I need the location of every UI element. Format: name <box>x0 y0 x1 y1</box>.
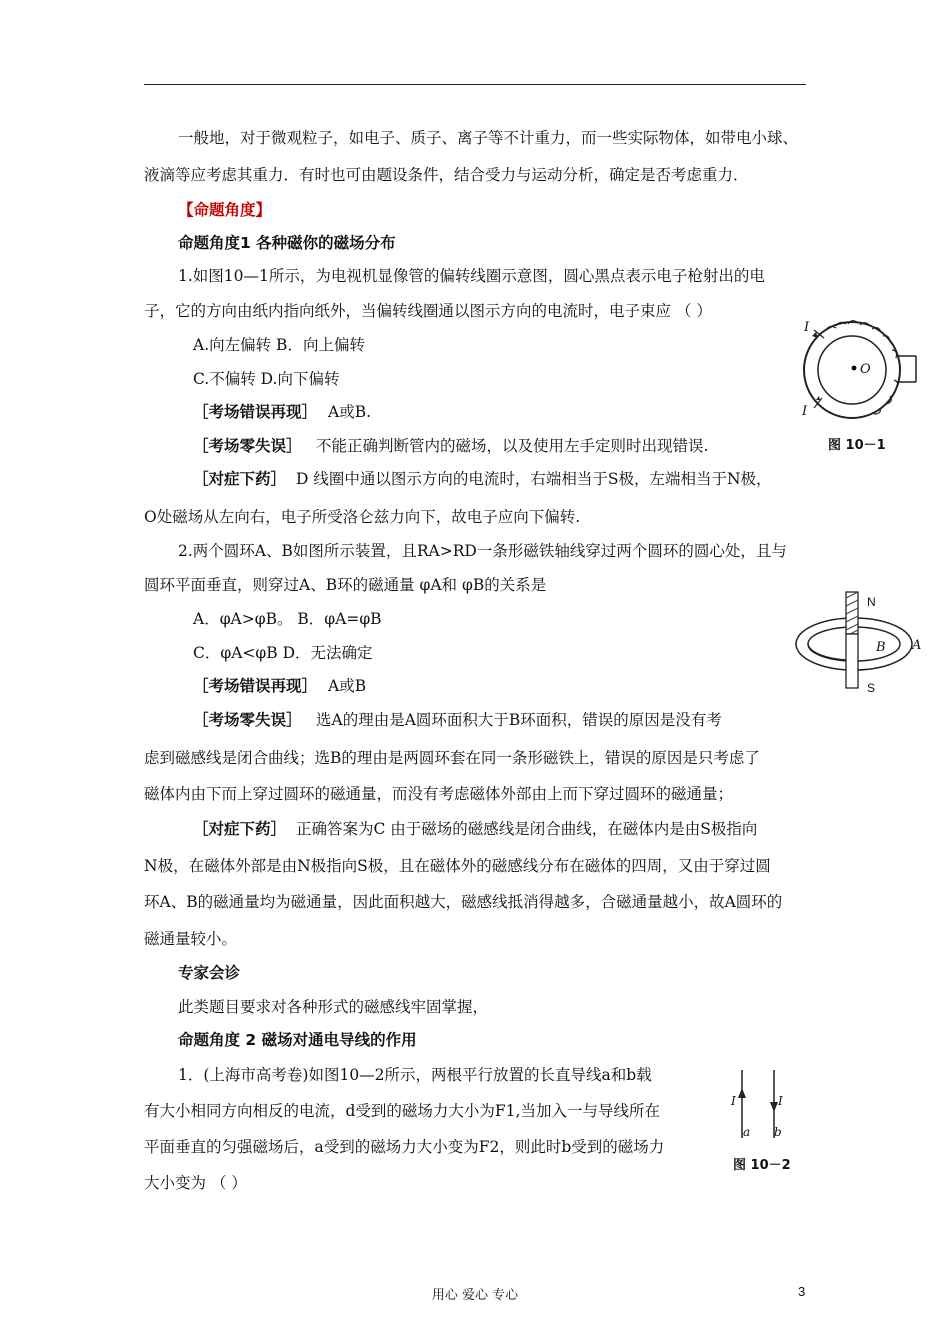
page-number: 3 <box>798 1284 806 1299</box>
answer-text: O处磁场从左向右，电子所受洛仑兹力向下，故电子应向下偏转. <box>144 508 581 526</box>
arrow-up-icon <box>738 1088 746 1098</box>
label-error: ［考场错误再现］ <box>193 677 318 695</box>
arrow-down-icon <box>770 1102 778 1112</box>
option-line: C．φA<φB D．无法确定 <box>193 644 373 662</box>
current-label: I <box>804 320 810 335</box>
expert-text: 此类题目要求对各种形式的磁感线牢固掌握， <box>178 998 489 1016</box>
answer-text: 正确答案为C 由于磁场的磁感线是闭合曲线，在磁体内是由S极指向 <box>296 820 758 838</box>
question-line: 1.如图10—1所示，为电视机显像管的偏转线圈示意图，圆心黑点表示电子枪射出的电 <box>178 267 765 285</box>
question-line: 圆环平面垂直，则穿过A、B环的磁通量 φA和 φB的关系是 <box>144 576 547 594</box>
answer-text: A或B <box>328 677 367 695</box>
option-line: A．φA>φB。 B．φA=φB <box>193 610 382 628</box>
option-line: C.不偏转 D.向下偏转 <box>193 370 340 388</box>
current-label: I <box>802 404 808 419</box>
label-remedy: ［对症下药］ <box>193 470 287 488</box>
subsection-heading: 命题角度1 各种磁你的磁场分布 <box>178 234 396 252</box>
label-zero-mistake: ［考场零失误］ <box>193 711 302 729</box>
answer-text: 磁体内由下而上穿过圆环的磁通量，而没有考虑磁体外部由上而下穿过圆环的磁通量； <box>144 785 734 803</box>
label-remedy: ［对症下药］ <box>193 820 287 838</box>
figure-caption: 图 10－1 <box>828 438 886 453</box>
current-label: I <box>731 1094 736 1108</box>
south-pole-label: S <box>867 681 876 695</box>
paragraph-line: 一般地，对于微观粒子，如电子、质子、离子等不计重力，而一些实际物体，如带电小球、 <box>178 129 799 147</box>
ring-b-label: B <box>876 640 886 655</box>
question-line: 大小变为 （ ） <box>144 1174 247 1192</box>
section-heading: 【命题角度】 <box>178 201 272 219</box>
answer-text: 选A的理由是A圆环面积大于B环面积，错误的原因是没有考 <box>316 711 722 729</box>
expert-heading: 专家会诊 <box>178 964 241 982</box>
magnet-rings-figure <box>794 588 924 698</box>
header-rule <box>144 84 806 85</box>
question-line: 平面垂直的匀强磁场后，a受到的磁场力大小变为F2，则此时b受到的磁场力 <box>144 1138 665 1156</box>
wire-a-label: a <box>743 1125 751 1139</box>
paragraph-line: 液滴等应考虑其重力．有时也可由题设条件，结合受力与运动分析，确定是否考虑重力． <box>144 166 749 184</box>
deflection-coil-figure <box>790 316 920 446</box>
answer-text: D 线圈中通以图示方向的电流时，右端相当于S极，左端相当于N极， <box>296 470 772 488</box>
question-line: 2.两个圆环A、B如图所示装置，且RA>RD一条形磁铁轴线穿过两个圆环的圆心处，且与 <box>178 542 787 560</box>
wire-b-label: b <box>774 1125 782 1139</box>
center-label: O <box>860 362 871 377</box>
answer-text: N极，在磁体外部是由N极指向S极，且在磁体外的磁感线分布在磁体的四周，又由于穿过圆 <box>144 857 771 875</box>
page-footer: 用心 爱心 专心 <box>431 1288 519 1303</box>
subsection-heading: 命题角度 2 磁场对通电导线的作用 <box>178 1031 417 1049</box>
figure-caption: 图 10－2 <box>733 1158 791 1173</box>
answer-text: 磁通量较小。 <box>144 930 238 948</box>
question-line: 子，它的方向由纸内指向纸外，当偏转线圈通以图示方向的电流时，电子束应 （ ） <box>144 302 712 320</box>
answer-text: 虑到磁感线是闭合曲线；选B的理由是两圆环套在同一条形磁铁上，错误的原因是只考虑了 <box>144 749 760 767</box>
answer-text: A或B. <box>328 403 372 421</box>
answer-text: 环A、B的磁通量均为磁通量，因此面积越大，磁感线抵消得越多，合磁通量越小，故A圆环的 <box>144 893 783 911</box>
label-zero-mistake: ［考场零失误］ <box>193 437 302 455</box>
label-error: ［考场错误再现］ <box>193 403 318 421</box>
north-pole-label: N <box>867 595 876 609</box>
question-line: 有大小相同方向相反的电流，d受到的磁场力大小为F1,当加入一与导线所在 <box>144 1102 660 1120</box>
arrow-icon <box>816 396 820 400</box>
current-label: I <box>778 1094 783 1108</box>
option-line: A.向左偏转 B．向上偏转 <box>193 336 365 354</box>
answer-text: 不能正确判断管内的磁场，以及使用左手定则时出现错误. <box>316 437 709 455</box>
question-line: 1．(上海市高考卷)如图10—2所示，两根平行放置的长直导线a和b载 <box>178 1066 652 1084</box>
ring-a-label: A <box>912 638 922 653</box>
